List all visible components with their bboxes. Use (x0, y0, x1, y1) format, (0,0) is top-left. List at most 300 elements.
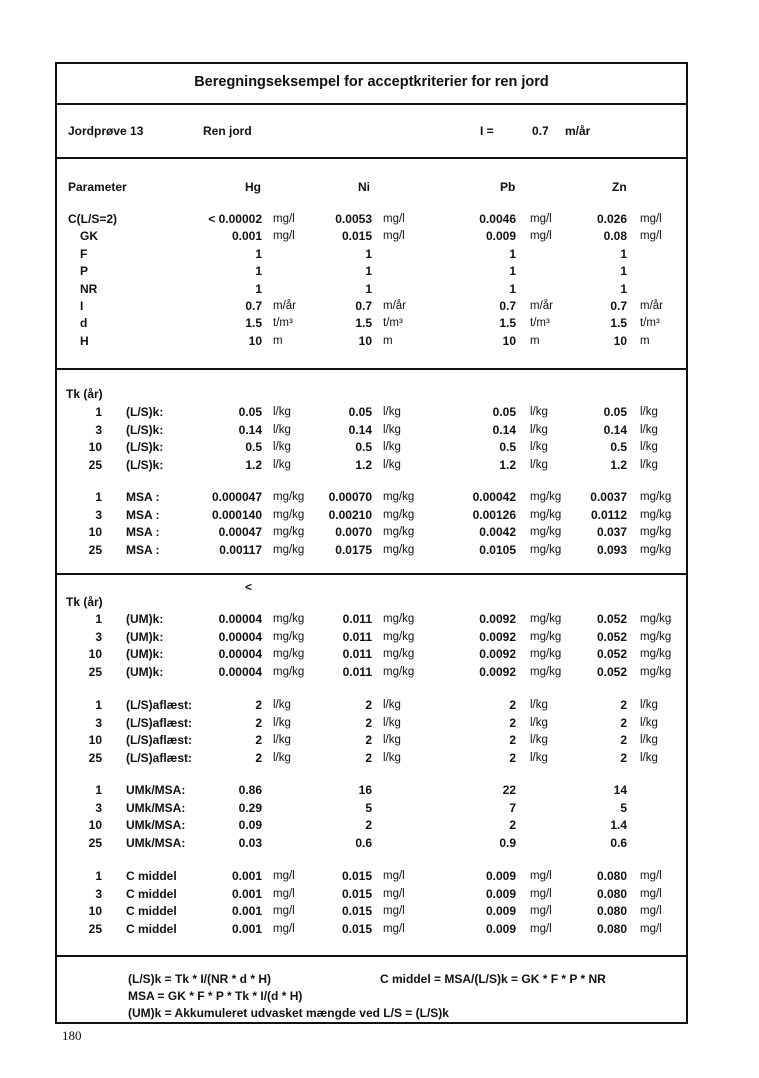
cell-value: 0.00042 (472, 490, 516, 504)
tk-value: 1 (95, 405, 102, 419)
formula-c-middel: C middel = MSA/(L/S)k = GK * F * P * NR (380, 972, 606, 986)
cell-unit: l/kg (273, 716, 291, 729)
column-header-ni: Ni (358, 180, 370, 194)
cell-unit: mg/kg (640, 526, 672, 538)
cell-value: 2 (509, 698, 516, 712)
cell-value: 2 (509, 733, 516, 747)
row-label: (L/S)aflæst: (126, 715, 192, 730)
cell-unit: mg/l (530, 922, 552, 935)
row-label: MSA : (126, 542, 160, 557)
cell-value: 0.000047 (211, 490, 262, 504)
cell-value: 0.011 (342, 629, 372, 644)
cell-value: 5 (365, 800, 372, 815)
cell-value: 1 (255, 281, 262, 296)
cell-unit: m/år (383, 300, 406, 312)
cell-unit: mg/l (383, 905, 405, 917)
cell-value: 0.009 (485, 904, 516, 918)
tk-header: Tk (år) (66, 595, 103, 609)
cell-unit: mg/l (530, 213, 552, 225)
row-label: (L/S)k: (126, 440, 164, 454)
cell-value: 0.000140 (211, 507, 262, 522)
cell-value: 10 (248, 333, 262, 348)
cell-value: 0.00117 (219, 542, 262, 557)
cell-unit: m (530, 334, 540, 347)
cell-value: 0.026 (596, 212, 627, 226)
cell-unit: mg/kg (530, 648, 562, 660)
cell-value: 0.5 (610, 440, 627, 454)
tk-value: 10 (88, 904, 102, 918)
cell-unit: mg/kg (383, 665, 415, 678)
row-label: (L/S)k: (126, 405, 164, 419)
formula-ls: (L/S)k = Tk * I/(NR * d * H) (128, 972, 272, 986)
cell-unit: m (383, 334, 393, 347)
cell-value: 1.5 (245, 316, 262, 331)
cell-unit: mg/kg (383, 526, 415, 538)
cell-value: 1 (255, 246, 262, 261)
cell-unit: m (273, 334, 283, 347)
cell-value: 2 (365, 733, 372, 747)
cell-unit: mg/kg (383, 491, 415, 503)
cell-unit: t/m³ (273, 317, 293, 330)
cell-unit: mg/kg (273, 526, 305, 538)
divider (55, 955, 688, 957)
cell-value: 0.00210 (328, 507, 372, 522)
cell-unit: m/år (640, 300, 663, 312)
cell-value: 0.015 (341, 869, 372, 883)
cell-value: 1.2 (355, 457, 372, 472)
cell-value: 2 (620, 698, 627, 712)
cell-unit: mg/l (530, 905, 552, 917)
cell-unit: mg/l (383, 870, 405, 882)
cell-value: 0.052 (596, 612, 627, 626)
tk-value: 3 (95, 507, 102, 522)
cell-value: 2 (509, 818, 516, 832)
cell-value: 1 (509, 246, 516, 261)
tk-value: 3 (95, 800, 102, 815)
cell-unit: l/kg (530, 716, 548, 729)
row-label: C middel (126, 869, 177, 883)
cell-unit: mg/l (383, 230, 405, 243)
cell-unit: mg/kg (530, 630, 562, 643)
cell-value: 0.14 (603, 422, 627, 437)
cell-value: 0.5 (245, 440, 262, 454)
cell-value: 1.2 (610, 457, 627, 472)
cell-unit: mg/l (273, 922, 295, 935)
cell-value: 1 (509, 281, 516, 296)
cell-value: 10 (502, 333, 516, 348)
cell-value: 2 (365, 698, 372, 712)
cell-unit: l/kg (530, 734, 548, 746)
cell-unit: mg/kg (640, 630, 672, 643)
cell-value: 0.015 (341, 886, 372, 901)
cell-value: 0.011 (342, 647, 372, 661)
cell-unit: l/kg (530, 441, 548, 453)
cell-unit: l/kg (273, 699, 291, 711)
row-label: MSA : (126, 507, 160, 522)
cell-value: 0.052 (596, 629, 627, 644)
cell-value: 0.86 (238, 783, 262, 797)
cell-unit: mg/kg (640, 613, 672, 625)
row-label: (L/S)aflæst: (126, 698, 192, 712)
row-label: (L/S)k: (126, 457, 164, 472)
cell-unit: mg/kg (383, 543, 415, 556)
cell-value: 0.009 (485, 229, 516, 244)
tk-value: 1 (95, 490, 102, 504)
param-name: C(L/S=2) (68, 212, 118, 226)
cell-unit: l/kg (530, 458, 548, 471)
cell-value: 0.03 (238, 835, 262, 850)
cell-value: 0.05 (238, 405, 262, 419)
tk-value: 1 (95, 612, 102, 626)
tk-value: 3 (95, 715, 102, 730)
cell-unit: l/kg (640, 699, 658, 711)
cell-value: 0.0092 (479, 629, 516, 644)
cell-unit: mg/kg (530, 526, 562, 538)
cell-unit: mg/l (640, 887, 662, 900)
cell-unit: l/kg (383, 423, 401, 436)
cell-value: 0.0092 (479, 647, 516, 661)
tk-value: 25 (88, 664, 102, 679)
cell-value: 0.015 (341, 229, 372, 244)
param-name: F (80, 246, 88, 261)
cell-unit: mg/kg (273, 543, 305, 556)
param-name: d (80, 316, 88, 331)
divider (55, 368, 688, 370)
cell-unit: mg/l (530, 870, 552, 882)
cell-unit: mg/kg (383, 508, 415, 521)
cell-value: 0.080 (596, 869, 627, 883)
cell-value: 1.5 (355, 316, 372, 331)
cell-unit: mg/kg (530, 613, 562, 625)
tk-value: 10 (88, 818, 102, 832)
cell-unit: l/kg (640, 406, 658, 418)
cell-value: 2 (620, 750, 627, 765)
cell-value: 1 (365, 246, 372, 261)
cell-unit: l/kg (530, 751, 548, 764)
sample-label: Jordprøve 13 (68, 124, 144, 138)
cell-value: 2 (365, 818, 372, 832)
cell-value: 2 (255, 715, 262, 730)
cell-value: 0.5 (499, 440, 516, 454)
cell-value: 0.093 (596, 542, 627, 557)
tk-header: Tk (år) (66, 387, 103, 401)
tk-value: 10 (88, 440, 102, 454)
row-label: (UM)k: (126, 664, 164, 679)
tk-value: 3 (95, 629, 102, 644)
cell-value: 0.6 (355, 835, 372, 850)
row-label: (UM)k: (126, 647, 164, 661)
cell-unit: l/kg (273, 734, 291, 746)
cell-unit: t/m³ (383, 317, 403, 330)
cell-value: 2 (365, 715, 372, 730)
cell-unit: l/kg (530, 699, 548, 711)
cell-value: 0.080 (596, 886, 627, 901)
cell-value: 10 (358, 333, 372, 348)
cell-value: 7 (509, 800, 516, 815)
cell-unit: mg/kg (530, 491, 562, 503)
tk-value: 25 (88, 921, 102, 936)
cell-unit: mg/kg (530, 543, 562, 556)
tk-value: 25 (88, 835, 102, 850)
cell-unit: l/kg (640, 441, 658, 453)
cell-unit: mg/l (640, 922, 662, 935)
cell-unit: mg/kg (383, 648, 415, 660)
tk-value: 10 (88, 525, 102, 539)
page-title: Beregningseksempel for acceptkriterier for ren jord (194, 74, 549, 90)
row-label: (L/S)aflæst: (126, 750, 192, 765)
tk-value: 25 (88, 542, 102, 557)
cell-value: 0.009 (485, 869, 516, 883)
cell-value: 0.9 (499, 835, 516, 850)
cell-value: 2 (255, 698, 262, 712)
cell-unit: mg/kg (640, 648, 672, 660)
cell-unit: l/kg (530, 406, 548, 418)
cell-unit: l/kg (383, 734, 401, 746)
cell-value: 1 (620, 246, 627, 261)
row-label: (UM)k: (126, 612, 164, 626)
param-name: P (80, 264, 89, 279)
cell-value: 1 (620, 264, 627, 279)
cell-unit: l/kg (383, 699, 401, 711)
cell-value: 0.0092 (479, 612, 516, 626)
cell-value: 0.001 (231, 869, 262, 883)
formula-msa: MSA = GK * F * P * Tk * I/(d * H) (128, 989, 303, 1003)
cell-value: 0.0175 (335, 542, 372, 557)
cell-unit: mg/kg (273, 613, 305, 625)
cell-value: 0.001 (231, 229, 262, 244)
cell-value: 0.009 (485, 921, 516, 936)
cell-value: 0.00004 (218, 629, 262, 644)
cell-value: 0.05 (603, 405, 627, 419)
cell-unit: l/kg (640, 716, 658, 729)
cell-value: 0.015 (341, 921, 372, 936)
cell-value: 1.2 (499, 457, 516, 472)
cell-value: 0.011 (342, 664, 372, 679)
cell-value: 0.5 (355, 440, 372, 454)
cell-value: 5 (620, 800, 627, 815)
cell-unit: m/år (273, 300, 296, 312)
param-name: NR (80, 281, 98, 296)
cell-value: 0.7 (499, 299, 516, 313)
cell-value: 0.0105 (479, 542, 516, 557)
cell-value: 1 (255, 264, 262, 279)
cell-value: 1 (365, 264, 372, 279)
tk-value: 25 (88, 750, 102, 765)
cell-unit: mg/kg (383, 613, 415, 625)
cell-unit: l/kg (273, 406, 291, 418)
cell-value: 16 (358, 783, 372, 797)
cell-value: 0.009 (485, 886, 516, 901)
column-header-zn: Zn (612, 180, 627, 194)
cell-unit: mg/l (273, 870, 295, 882)
cell-value: 0.7 (610, 299, 627, 313)
cell-value: 1 (620, 281, 627, 296)
divider (55, 103, 688, 105)
row-label: UMk/MSA: (126, 783, 186, 797)
cell-value: 0.14 (238, 422, 262, 437)
cell-unit: mg/l (383, 922, 405, 935)
cell-unit: mg/kg (530, 665, 562, 678)
row-label: UMk/MSA: (126, 818, 186, 832)
cell-unit: mg/l (640, 213, 662, 225)
cell-unit: mg/kg (640, 543, 672, 556)
cell-value: 0.052 (596, 664, 627, 679)
cell-unit: mg/l (640, 905, 662, 917)
tk-value: 1 (95, 869, 102, 883)
cell-value: 0.05 (348, 405, 372, 419)
cell-value: 0.00126 (472, 507, 516, 522)
cell-value: 2 (509, 715, 516, 730)
cell-value: 1.5 (499, 316, 516, 331)
cell-unit: mg/kg (273, 508, 305, 521)
cell-value: 0.7 (245, 299, 262, 313)
cell-value: 0.0053 (335, 212, 372, 226)
row-label: C middel (126, 904, 177, 918)
divider (55, 157, 688, 159)
cell-value: 0.0037 (590, 490, 627, 504)
row-label: C middel (126, 921, 177, 936)
cell-unit: mg/kg (640, 665, 672, 678)
cell-unit: l/kg (383, 406, 401, 418)
cell-unit: mg/kg (383, 630, 415, 643)
cell-value: 0.080 (596, 904, 627, 918)
cell-unit: mg/kg (273, 491, 305, 503)
cell-value: 2 (255, 733, 262, 747)
sample-type: Ren jord (203, 124, 252, 138)
cell-value: 0.14 (348, 422, 372, 437)
cell-value: 0.05 (492, 405, 516, 419)
i-unit: m/år (565, 124, 591, 138)
parameter-header: Parameter (68, 180, 127, 194)
cell-unit: l/kg (640, 751, 658, 764)
cell-value: 0.00004 (218, 664, 262, 679)
cell-unit: mg/l (383, 887, 405, 900)
cell-value: 0.0092 (479, 664, 516, 679)
cell-unit: mg/kg (273, 665, 305, 678)
cell-value: 2 (620, 715, 627, 730)
cell-value: 0.011 (342, 612, 372, 626)
cell-unit: mg/l (530, 887, 552, 900)
formula-um: (UM)k = Akkumuleret udvasket mængde ved L/S = (L/S)k (128, 1006, 449, 1020)
cell-unit: mg/l (640, 230, 662, 243)
divider (55, 573, 688, 575)
param-name: I (80, 299, 84, 313)
cell-unit: m (640, 334, 650, 347)
cell-unit: mg/kg (273, 630, 305, 643)
page-number: 180 (62, 1028, 82, 1043)
cell-unit: l/kg (273, 751, 291, 764)
cell-unit: l/kg (640, 734, 658, 746)
cell-unit: l/kg (273, 458, 291, 471)
cell-value: 0.0046 (479, 212, 516, 226)
row-label: MSA : (126, 525, 160, 539)
cell-unit: mg/l (273, 905, 295, 917)
cell-unit: mg/l (530, 230, 552, 243)
cell-unit: mg/l (273, 887, 295, 900)
row-label: UMk/MSA: (126, 835, 186, 850)
cell-unit: l/kg (273, 441, 291, 453)
cell-value: < 0.00002 (208, 212, 262, 226)
row-label: (L/S)k: (126, 422, 164, 437)
cell-value: 2 (620, 733, 627, 747)
cell-unit: l/kg (383, 751, 401, 764)
cell-unit: mg/l (273, 230, 295, 243)
cell-unit: mg/l (273, 213, 295, 225)
row-label: C middel (126, 886, 177, 901)
cell-value: 0.001 (231, 921, 262, 936)
cell-unit: mg/kg (640, 508, 672, 521)
cell-value: 0.29 (238, 800, 262, 815)
cell-unit: l/kg (640, 423, 658, 436)
cell-value: 2 (365, 750, 372, 765)
cell-unit: l/kg (383, 441, 401, 453)
cell-value: 2 (509, 750, 516, 765)
cell-value: 1.5 (610, 316, 627, 331)
cell-value: 0.14 (492, 422, 516, 437)
cell-value: 0.037 (596, 525, 627, 539)
cell-unit: m/år (530, 300, 553, 312)
less-than-sign: < (245, 580, 253, 594)
cell-value: 1 (365, 281, 372, 296)
cell-unit: t/m³ (530, 317, 550, 330)
cell-unit: mg/kg (530, 508, 562, 521)
cell-value: 0.09 (238, 818, 262, 832)
tk-value: 10 (88, 647, 102, 661)
cell-unit: l/kg (273, 423, 291, 436)
cell-value: 14 (613, 783, 627, 797)
cell-value: 2 (255, 750, 262, 765)
cell-value: 0.0112 (590, 507, 627, 522)
param-name: H (80, 333, 89, 348)
cell-value: 0.00070 (328, 490, 372, 504)
cell-value: 0.0070 (335, 525, 372, 539)
column-header-hg: Hg (245, 180, 261, 194)
cell-value: 0.001 (231, 904, 262, 918)
cell-unit: l/kg (640, 458, 658, 471)
cell-value: 10 (613, 333, 627, 348)
tk-value: 3 (95, 422, 102, 437)
cell-value: 0.001 (231, 886, 262, 901)
row-label: (L/S)aflæst: (126, 733, 192, 747)
tk-value: 1 (95, 698, 102, 712)
cell-unit: mg/kg (273, 648, 305, 660)
cell-unit: l/kg (383, 716, 401, 729)
param-name: GK (80, 229, 98, 244)
cell-value: 1.4 (610, 818, 627, 832)
cell-value: 0.00047 (218, 525, 262, 539)
cell-value: 1 (509, 264, 516, 279)
cell-value: 0.08 (603, 229, 627, 244)
cell-unit: l/kg (383, 458, 401, 471)
row-label: (UM)k: (126, 629, 164, 644)
tk-value: 3 (95, 886, 102, 901)
cell-unit: mg/kg (640, 491, 672, 503)
cell-unit: mg/l (640, 870, 662, 882)
cell-value: 0.052 (596, 647, 627, 661)
cell-value: 0.00004 (218, 612, 262, 626)
i-label: I = (480, 124, 494, 138)
cell-unit: t/m³ (640, 317, 660, 330)
cell-unit: l/kg (530, 423, 548, 436)
cell-value: 0.0042 (479, 525, 516, 539)
cell-value: 0.00004 (218, 647, 262, 661)
cell-unit: mg/l (383, 213, 405, 225)
cell-value: 22 (502, 783, 516, 797)
row-label: UMk/MSA: (126, 800, 186, 815)
cell-value: 1.2 (245, 457, 262, 472)
i-value: 0.7 (532, 124, 549, 138)
cell-value: 0.7 (355, 299, 372, 313)
